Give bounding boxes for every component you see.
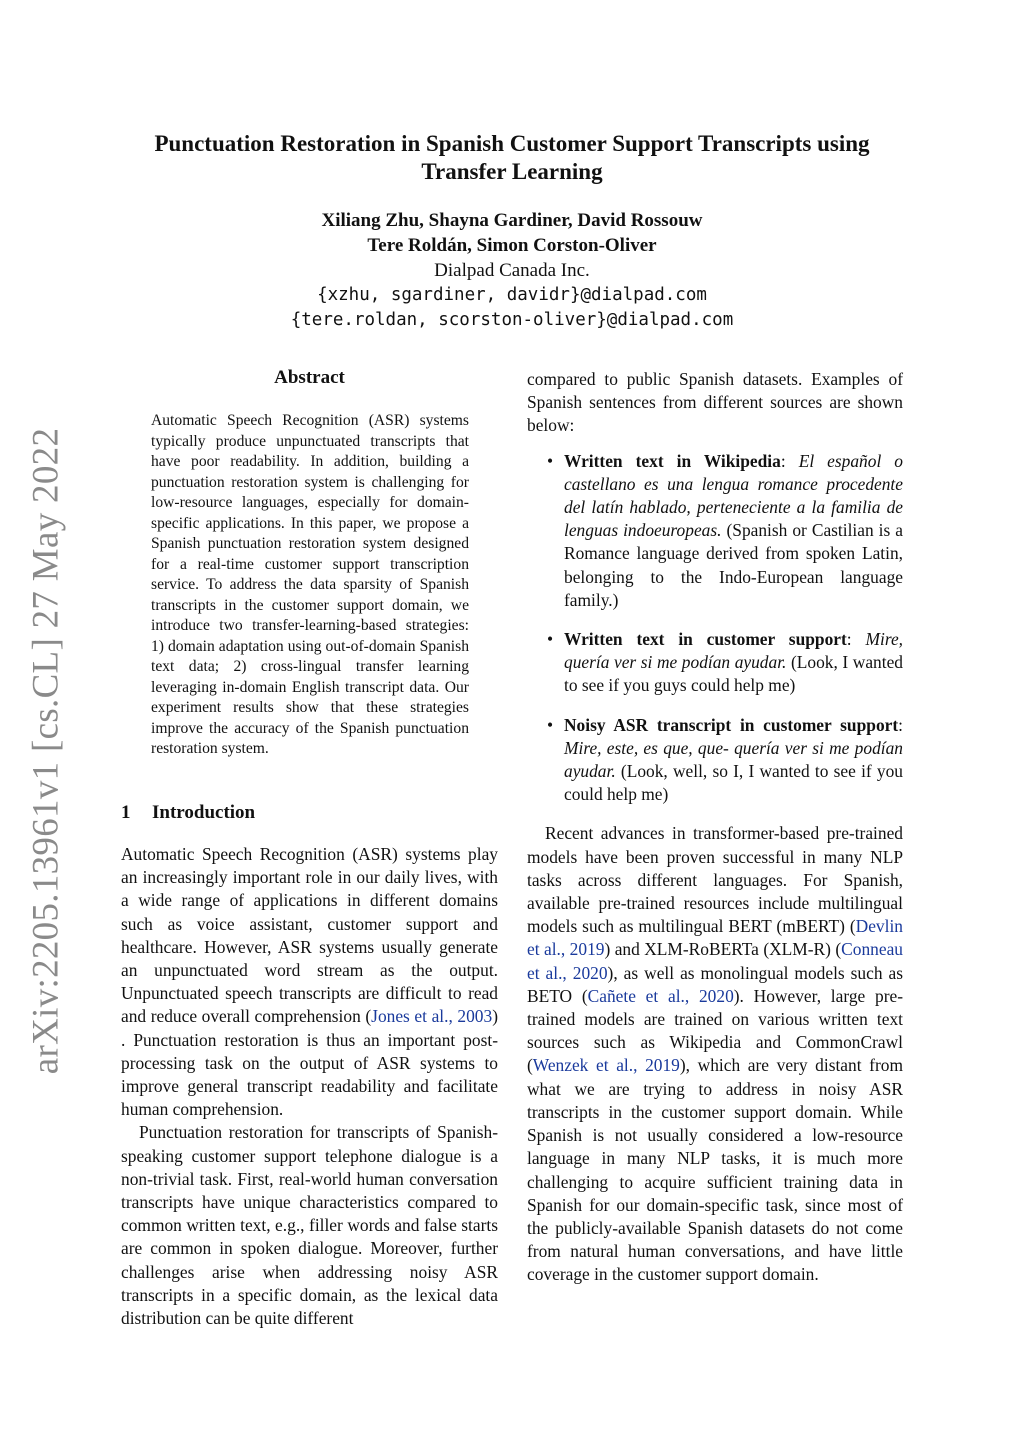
list-item: [527, 714, 903, 807]
citation-conneau-2020[interactable]: Conneau et al., 2020: [527, 939, 903, 983]
abstract-paragraph: Automatic Speech Recognition (ASR) systems typically produce unpunctuated transcripts that have poor readability. In addition, building a punctuation restoration system is challenging for low-resource languages, especially for domain-specific applications. In this paper, we propose a Spanish punctuation restoration system designed for a real-time customer support transcription service. To address the data sparsity of Spanish transcripts in the customer support domain, we introduce two transfer-learning-based strategies: 1) domain adaptation using out-of-domain Spanish text data; 2) cross-lingual transfer learning leveraging in-domain English transcript data. Our experiment results show that these strategies improve the accuracy of the Spanish punctuation restoration system.: [151, 412, 469, 757]
list-item: [527, 628, 903, 698]
intro-p1-text-a: Automatic Speech Recognition (ASR) systems play an increasingly important role in our daily lives, with a wide range of applications in different domains such as voice assistant, customer support and healthcare. However, ASR systems usually generate an unpunctuated word stream as the output. Unpunctuated speech transcripts are difficult to read and reduce overall comprehension (: [121, 844, 498, 1027]
section-heading-introduction: [121, 802, 255, 824]
section-number: 1: [121, 802, 131, 823]
list-item: [527, 450, 903, 612]
intro-paragraph-1: [121, 843, 498, 1121]
right-column-body: [527, 368, 903, 1287]
intro-paragraph-2: Punctuation restoration for transcripts of Spanish-speaking customer support telephone dialogue is a non-trivial task. First, real-world human conversation transcripts have unique characteristics compared to common written text, e.g., filler words and false starts are common in spoken dialogue. Moreover, further challenges arise when addressing noisy ASR transcripts in a specific domain, as the lexical data distribution can be quite different: [121, 1122, 498, 1329]
right-paragraph-0: compared to public Spanish datasets. Examples of Spanish sentences from different sources are shown below:: [527, 369, 903, 436]
left-column-body: [121, 843, 498, 1330]
author-names-2: Tere Roldán, Simon Corston-Oliver: [367, 235, 657, 256]
bullet-label: Noisy ASR transcript in customer support: [564, 714, 899, 735]
citation-wenzek-2019[interactable]: Wenzek et al., 2019: [532, 1055, 680, 1076]
citation-canete-2020[interactable]: Cañete et al., 2020: [587, 985, 734, 1006]
arxiv-identifier: [25, 427, 67, 1075]
citation-devlin-2019[interactable]: Devlin et al., 2019: [527, 916, 903, 960]
paper-title: [110, 130, 914, 186]
example-list: [527, 450, 903, 807]
abstract-heading: Abstract: [274, 367, 345, 388]
right-p1-text-a: Recent advances in transformer-based pre-trained models have been proven successful in many NLP tasks across different languages. For Spanish, available pre-trained resources include multilingual models such as multilingual BERT (mBERT) (: [527, 823, 903, 937]
email-line-2: {tere.roldan, scorston-oliver}@dialpad.com: [290, 310, 734, 330]
bullet-label: Written text in customer support: [564, 629, 847, 650]
title-line-1: Punctuation Restoration in Spanish Customer Support Transcripts using: [154, 131, 870, 156]
bullet-spanish: Mire, quería ver si me podían ayudar.: [564, 629, 904, 673]
bullet-label: Written text in Wikipedia: [564, 450, 781, 471]
citation-jones-2003[interactable]: Jones et al., 2003: [371, 1006, 493, 1027]
email-line-1: {xzhu, sgardiner, davidr}@dialpad.com: [317, 285, 707, 305]
bullet-spanish: Mire, este, es que, que- quería ver si me podían ayudar.: [564, 737, 903, 782]
bullet-separator: :: [780, 450, 799, 471]
bullet-spanish: El español o castellano es una lengua romance procedente del latín hablado, perteneciente a la familia de lenguas indoeuropeas.: [564, 450, 903, 541]
author-names-1: Xiliang Zhu, Shayna Gardiner, David Rossouw: [321, 210, 703, 231]
bullet-english: (Look, I wanted to see if you guys could help me): [564, 652, 903, 696]
abstract-text: [151, 411, 469, 760]
affiliation: Dialpad Canada Inc.: [434, 260, 590, 281]
intro-p1-text-b: ) . Punctuation restoration is thus an important post-processing task on the output of ASR systems to improve general transcript readability and facilitate human comprehension.: [121, 1006, 498, 1120]
bullet-separator: :: [846, 629, 866, 650]
section-title: Introduction: [152, 802, 256, 823]
right-p1-text-d: ). However, large pre-trained models are trained on various written text sources such as Wikipedia and CommonCrawl (: [527, 985, 903, 1076]
title-line-2: Transfer Learning: [421, 159, 603, 184]
arxiv-identifier-text: arXiv:2205.13961v1 [cs.CL] 27 May 2022: [25, 427, 67, 1075]
right-paragraph-1: [527, 822, 903, 1286]
author-block: [110, 208, 914, 333]
right-p1-text-e: ), which are very distant from what we are trying to address in noisy ASR transcripts in the customer support domain. While Spanish is not usually considered a low-resource language in many NLP tasks, it is much more challenging to acquire sufficient training data in Spanish for our domain-specific task, since most of the publicly-available Spanish datasets do not come from natural human conversations, and have little coverage in the customer support domain.: [527, 1055, 903, 1285]
right-p1-text-c: ), as well as monolingual models such as BETO (: [527, 962, 903, 1006]
bullet-separator: :: [898, 714, 903, 735]
right-p1-text-b: ) and XLM-RoBERTa (XLM-R) (: [604, 939, 842, 960]
bullet-english: (Spanish or Castilian is a Romance language derived from spoken Latin, belonging to the Indo-European language family.): [564, 520, 903, 610]
bullet-english: (Look, well, so I, I wanted to see if you could help me): [564, 761, 903, 805]
